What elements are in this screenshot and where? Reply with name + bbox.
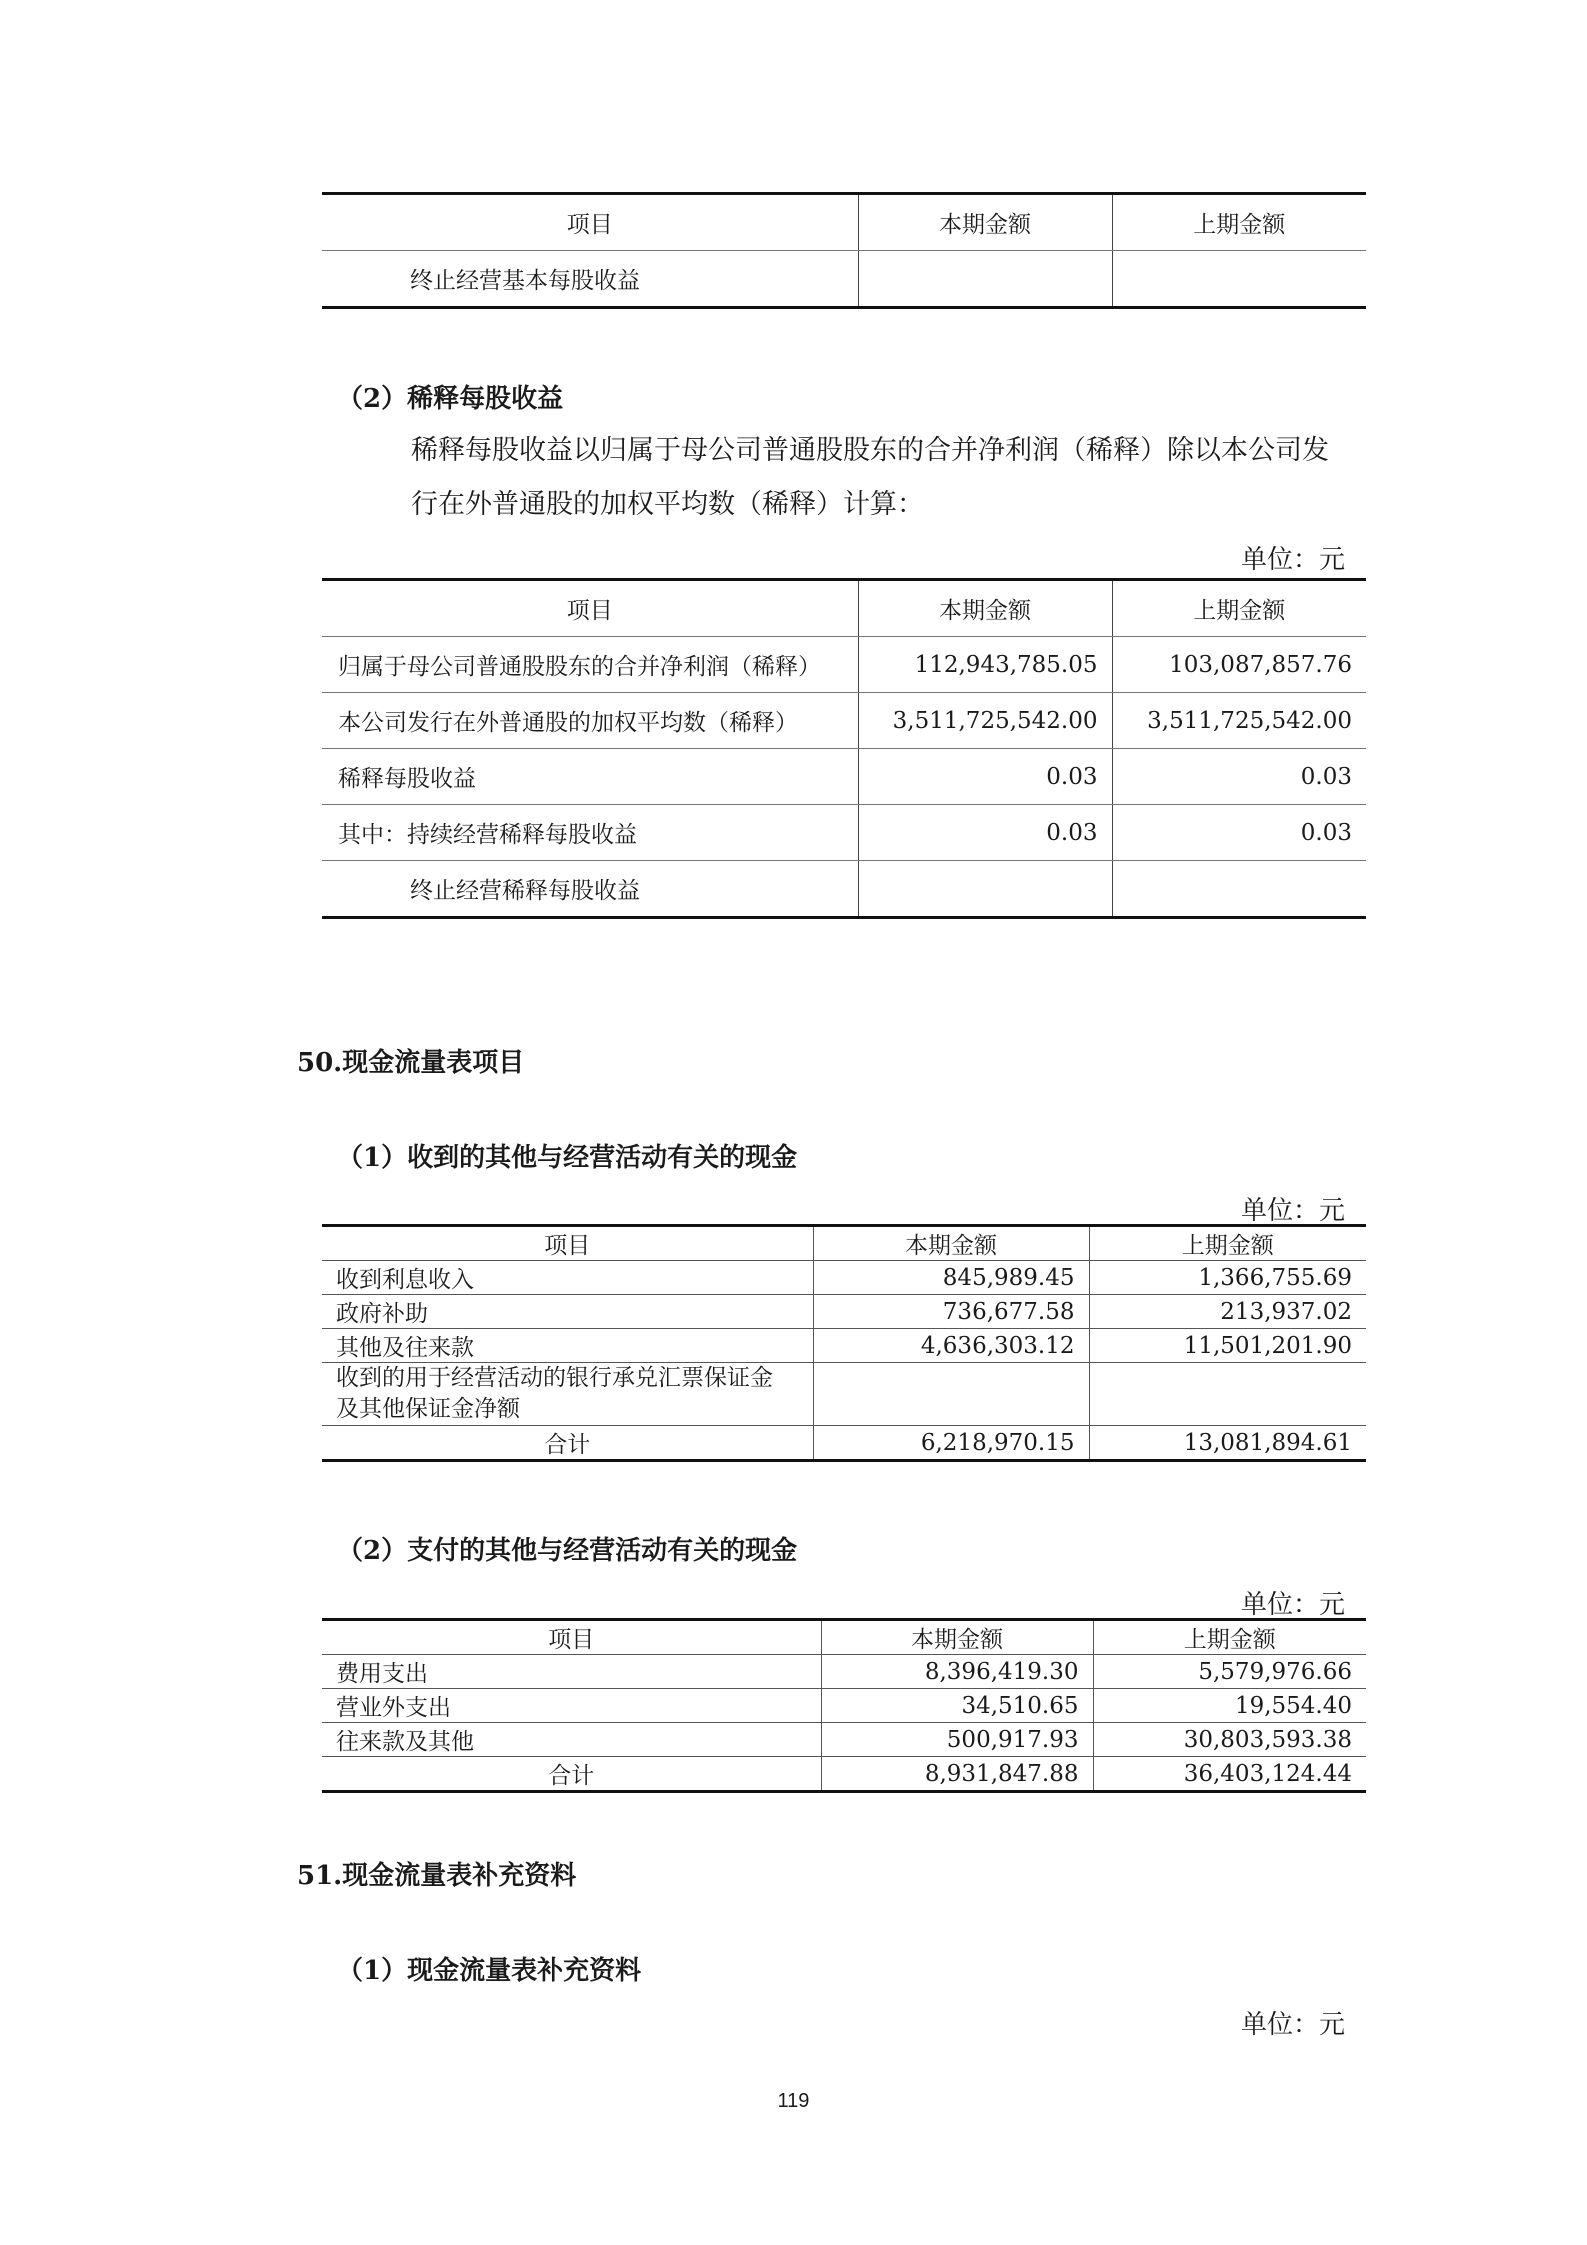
table-header-row: [322, 1620, 1366, 1655]
row-previous: 213,937.02: [1089, 1295, 1366, 1329]
header-current: 本期金额: [813, 1226, 1089, 1261]
row-previous: [1089, 1363, 1366, 1426]
section-51-1-title: （1）现金流量表补充资料: [337, 1956, 642, 1986]
table-total-row: [322, 1757, 1366, 1792]
section-51-title: 51.现金流量表补充资料: [297, 1861, 577, 1891]
table-row: [322, 1295, 1366, 1329]
row-previous: 103,087,857.76: [1112, 637, 1366, 693]
header-previous: 上期金额: [1112, 580, 1366, 637]
table-header-row: [322, 580, 1366, 637]
header-previous: 上期金额: [1089, 1226, 1366, 1261]
row-current: [858, 861, 1112, 918]
unit-label: 单位：元: [1241, 545, 1346, 575]
row-previous: 19,554.40: [1093, 1689, 1366, 1723]
row-current: 0.03: [858, 805, 1112, 861]
row-item: 营业外支出: [322, 1689, 821, 1723]
row-current: 845,989.45: [813, 1261, 1089, 1295]
row-current: 0.03: [858, 749, 1112, 805]
row-item-line-2: 及其他保证金净额: [336, 1396, 520, 1422]
row-item: 归属于母公司普通股股东的合并净利润（稀释）: [322, 637, 858, 693]
row-item: 往来款及其他: [322, 1723, 821, 1757]
row-previous: [1112, 861, 1366, 918]
total-previous: 13,081,894.61: [1183, 1429, 1352, 1456]
row-previous: 0.03: [1112, 749, 1366, 805]
row-item-multiline: [322, 1363, 813, 1426]
table-total-row: [322, 1426, 1366, 1461]
total-label: 合计: [322, 1757, 821, 1792]
table-row: [322, 1723, 1366, 1757]
total-previous: 36,403,124.44: [1183, 1760, 1352, 1787]
header-item: 项目: [322, 1620, 821, 1655]
row-previous: 0.03: [1112, 805, 1366, 861]
row-item-line-1: 收到的用于经营活动的银行承兑汇票保证金: [336, 1365, 773, 1391]
header-previous: 上期金额: [1112, 194, 1366, 251]
header-item: 项目: [322, 580, 858, 637]
diluted-eps-table: [322, 578, 1366, 919]
row-current: 736,677.58: [813, 1295, 1089, 1329]
row-previous: 11,501,201.90: [1089, 1329, 1366, 1363]
table-row: [322, 1363, 1366, 1426]
row-current: 3,511,725,542.00: [858, 693, 1112, 749]
header-item: 项目: [322, 194, 858, 251]
eps-basic-table-continued: [322, 192, 1366, 309]
table-row: [322, 693, 1366, 749]
section-50-1-title: （1）收到的其他与经营活动有关的现金: [337, 1143, 798, 1173]
row-item: 终止经营稀释每股收益: [322, 861, 858, 918]
header-previous: 上期金额: [1093, 1620, 1366, 1655]
total-current: 8,931,847.88: [821, 1757, 1093, 1792]
table-header-row: [322, 1226, 1366, 1261]
row-current: [858, 251, 1112, 308]
row-previous: [1112, 251, 1366, 308]
table-row: [322, 805, 1366, 861]
row-previous: 5,579,976.66: [1093, 1655, 1366, 1689]
row-current: 500,917.93: [821, 1723, 1093, 1757]
header-current: 本期金额: [858, 194, 1112, 251]
row-current: [813, 1363, 1089, 1426]
header-current: 本期金额: [821, 1620, 1093, 1655]
table-row: [322, 1261, 1366, 1295]
table-row: [322, 749, 1366, 805]
header-current: 本期金额: [858, 580, 1112, 637]
row-current: 34,510.65: [821, 1689, 1093, 1723]
row-item: 其中：持续经营稀释每股收益: [322, 805, 858, 861]
unit-label: 单位：元: [1241, 1590, 1346, 1620]
row-previous: 30,803,593.38: [1093, 1723, 1366, 1757]
cash-paid-table: [322, 1618, 1366, 1793]
row-item: 费用支出: [322, 1655, 821, 1689]
row-previous: 3,511,725,542.00: [1112, 693, 1366, 749]
row-item: 本公司发行在外普通股的加权平均数（稀释）: [322, 693, 858, 749]
row-current: 8,396,419.30: [821, 1655, 1093, 1689]
unit-label: 单位：元: [1241, 2010, 1346, 2040]
table-row: [322, 1655, 1366, 1689]
section-2-paragraph-line-1: 稀释每股收益以归属于母公司普通股股东的合并净利润（稀释）除以本公司发: [411, 435, 1329, 466]
section-50-2-title: （2）支付的其他与经营活动有关的现金: [337, 1536, 798, 1566]
table-header-row: [322, 194, 1366, 251]
row-item: 收到利息收入: [322, 1261, 813, 1295]
cash-received-table: [322, 1224, 1366, 1462]
row-item: 终止经营基本每股收益: [322, 251, 858, 308]
row-item: 稀释每股收益: [322, 749, 858, 805]
total-current: 6,218,970.15: [813, 1426, 1089, 1461]
table-row: [322, 251, 1366, 308]
table-row: [322, 1689, 1366, 1723]
row-previous: 1,366,755.69: [1089, 1261, 1366, 1295]
unit-label: 单位：元: [1241, 1196, 1346, 1226]
total-label: 合计: [322, 1426, 813, 1461]
table-row: [322, 1329, 1366, 1363]
section-2-title: （2）稀释每股收益: [337, 384, 564, 414]
page-number: 119: [777, 2090, 810, 2112]
table-row: [322, 861, 1366, 918]
table-row: [322, 637, 1366, 693]
header-item: 项目: [322, 1226, 813, 1261]
row-item: 政府补助: [322, 1295, 813, 1329]
section-2-paragraph-line-2: 行在外普通股的加权平均数（稀释）计算：: [411, 489, 924, 520]
row-item: 其他及往来款: [322, 1329, 813, 1363]
row-current: 112,943,785.05: [858, 637, 1112, 693]
section-50-title: 50.现金流量表项目: [297, 1048, 525, 1078]
row-current: 4,636,303.12: [813, 1329, 1089, 1363]
